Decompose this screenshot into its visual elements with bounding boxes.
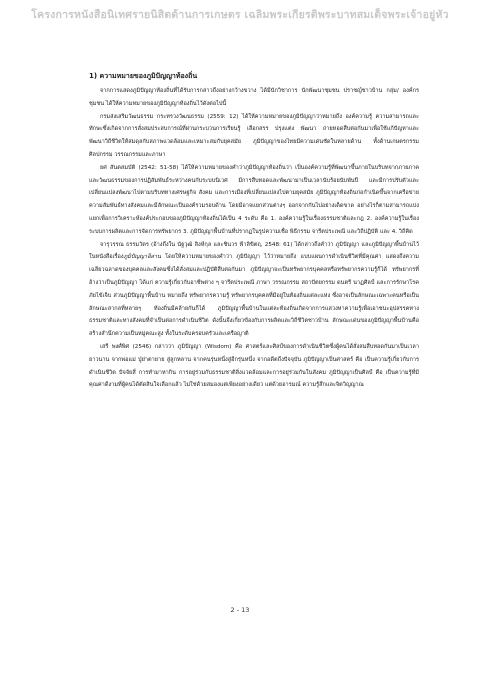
paragraph-2: กรมส่งเสริมวัฒนธรรม กระทรวงวัฒนธรรม (2559: 12) ได้ให้ความหมายของภูมิปัญญาว่าหมายถึง องค์ความรู้ ความสามารถและทักษะซึ่งเกิดจากการสั่งสมประสบการณ์ที่ผ่านกระบวนการเรียนรู้ เลือกสรร ปรุงแต่ง พัฒนา ถ่ายทอดสืบต่อกันมาเพื่อใช้แก้ปัญหาและพัฒนาวิถีชีวิตให้สมดุลกับสภาพแวดล้อมและเหมาะสมกับยุคสมัย ภูมิปัญญาของไทยมีความเด่นชัดในหลายด้าน ทั้งด้านเกษตรกรรม ศิลปกรรม วรรณกรรมและภาษา xyxy=(89,113,419,158)
paragraph-4-lead: จารุวรรณ ธรรมวัตร (อ้างถึงใน นัฐวุฒิ สิงห์กุล และชินวร ฟ้าลิขิตฤ, 2548: 61) ได้กล่าวถึงคำว่า ภูมิปัญญา และภูมิปัญญาพื้นบ้านไว้ในหนังสือเรื่อง xyxy=(89,241,419,261)
paragraph-4-rest: โดยให้ความหมายของคำว่า ภูมิปัญญา ไว้ว่าหมายถึง แบบแผนการดำเนินชีวิตที่มีคุณค่า แสดงถึงความเฉลียวฉลาดของบุคคลและสังคมซึ่งได้สั่งสมและปฏิบัติสืบต่อกันมา ภูมิปัญญาจะเป็นทรัพยากรบุคคลหรือทรัพยากรความรู้ก็ได้ ทรัพยากรที่อ้างว่าเป็นภูมิปัญญา ได้แก่ ความรู้เกี่ยวกับอาชีพต่าง ๆ จารีตประเพณี ภาษา วรรณกรรม สถาปัตยกรรม ดนตรี นาฏศิลป์ และการรักษาโรคภัยไข้เจ็บ ส่วนภูมิปัญญาพื้นบ้าน หมายถึง ทรัพยากรความรู้ ทรัพยากรบุคคลที่มีอยู่ในท้องถิ่นแต่ละแห่ง ซึ่งอาจเป็นลักษณะเฉพาะคนหรือเป็นลักษณะสากลที่หลายๆ ท้องถิ่นมีคล้ายกันก็ได้ ภูมิปัญญาพื้นบ้านในแต่ละท้องถิ่นเกิดจากการแสวงหาความรู้เพื่อเอาชนะอุปสรรคทางธรรมชาติและทางสังคมที่จำเป็นต่อการดำเนินชีวิต ดังนั้นจึงเกี่ยวข้องกับการผลิตและวิถีชีวิตชาวบ้าน ลักษณะเด่นของภูมิปัญญาพื้นบ้านคือ สร้างสำนึกความเป็นหมู่คณะสูง ทั้งในระดับครอบครัวและเครือญาติ xyxy=(89,254,419,338)
page-number: 2 - 13 xyxy=(230,606,250,614)
book-title: ภูมิปัญญาอีสาน xyxy=(123,254,161,261)
paragraph-4 xyxy=(89,239,419,341)
section-heading: 1) ความหมายของภูมิปัญญาท้องถิ่น xyxy=(89,72,198,80)
paragraph-1: จากการแสดงภูมิปัญญาท้องถิ่นที่ได้รับการกล่าวถึงอย่างกว้างขวาง ได้มีนักวิชาการ นักพัฒนาชุมชน ปราชญ์ชาวบ้าน กลุ่ม/ องค์กรชุมชน ได้ให้ความหมายของภูมิปัญญาท้องถิ่นไว้ดังต่อไปนี้ xyxy=(89,88,419,107)
paragraph-5: เสรี พงศ์พิศ (2546) กล่าวว่า ภูมิปัญญา (Wisdom) คือ ศาสตร์และศิลป์ของการดำเนินชีวิตซึ่งผู้คนได้สั่งสมสืบทอดกันมาเป็นเวลายาวนาน จากพ่อแม่ ปู่ย่าตายาย สู่ลูกหลาน จากคนรุ่นหนึ่งสู่อีกรุ่นหนึ่ง จากอดีตถึงปัจจุบัน ภูมิปัญญาเป็นศาสตร์ คือ เป็นความรู้เกี่ยวกับการดำเนินชีวิต ปัจจัยสี่ การทำมาหากิน การอยู่ร่วมกับธรรมชาติสิ่งแวดล้อมและการอยู่ร่วมกันในสังคม ภูมิปัญญาเป็นศิลป์ คือ เป็นความรู้ที่มีคุณค่าดีงามที่ผู้คนได้ตัดสินใจเลือกแล้ว ไม่ใช่ด้วยสมองแต่เพียงอย่างเดียว แต่ด้วยอารมณ์ ความรู้สึกและจิตวิญญาณ xyxy=(89,343,419,389)
paragraph-3: ยศ สันตสมบัติ (2542: 51-58) ได้ให้ความหมายของคำว่าภูมิปัญญาท้องถิ่นว่า เป็นองค์ความรู้ที่พัฒนาขึ้นภายในบริบทจากภายภาคและวัฒนธรรมของการปฏิสัมพันธ์ระหว่างคนกับระบบนิเวศ มีการสืบทอดและพัฒนามาเป็นเวลานับร้อยนับพันปี และมีการปรับตัวและเปลี่ยนแปลงพัฒนาไปตามบริบททางเศรษฐกิจ สังคม และการเมืองที่เปลี่ยนแปลงไปตามยุคสมัย ภูมิปัญญาท้องถิ่นก่อกำเนิดขึ้นจากเครือข่ายความสัมพันธ์ทางสังคมและมีลักษณะเป็นองค์รวมรอบด้าน โดยมีอาจแยกส่วนต่างๆ ออกจากกันไปอย่างเด็ดขาด อย่างไรก็ตามสามารถแบ่งแยกเพื่อการวิเคราะห์องค์ประกอบของภูมิปัญญาท้องถิ่นได้เป็น 4 ระดับ คือ 1. องค์ความรู้ในเรื่องธรรมชาติและกฎ 2. องค์ความรู้ในเรื่องระบบการผลิตและการจัดการทรัพยากร 3. ภูมิปัญญาพื้นบ้านที่ปรากฏในรูปความเชื่อ พิธีกรรม จารีตประเพณี และวิถีปฏิบัติ และ 4. วิถีคิด xyxy=(89,164,419,235)
page-header: โครงการหนังสือนิเทศรายนิสิตด้านการเกษตร เฉลิมพระเกียรติพระบาทสมเด็จพระเจ้าอยู่หัว xyxy=(31,9,449,21)
document-body xyxy=(89,70,419,392)
